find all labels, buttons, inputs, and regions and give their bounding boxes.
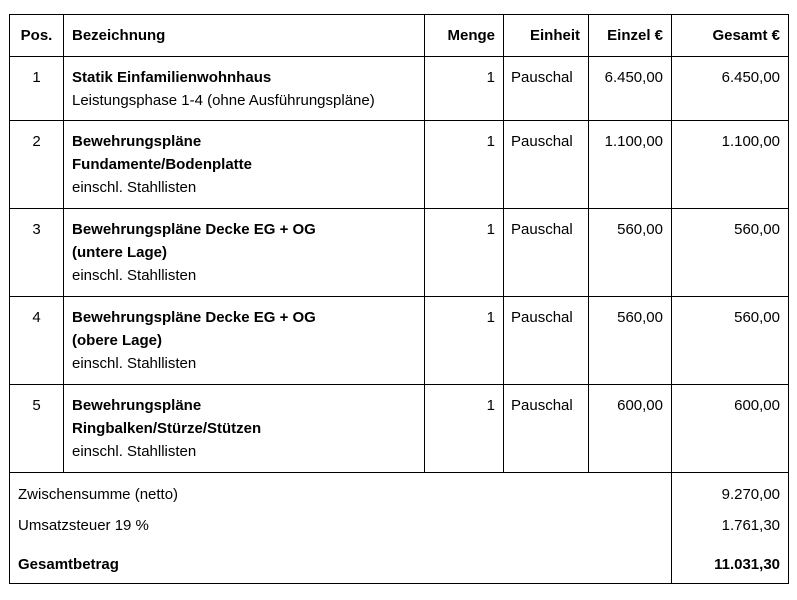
cell-unit: Pauschal <box>504 121 589 209</box>
header-pos: Pos. <box>10 15 64 57</box>
vat-row <box>10 506 789 537</box>
table-row <box>10 385 789 473</box>
cell-total: 1.100,00 <box>672 121 789 209</box>
cell-quantity: 1 <box>425 209 504 297</box>
item-title-line2: (untere Lage) <box>72 244 168 261</box>
cell-unit-price: 560,00 <box>589 297 672 385</box>
header-total: Gesamt € <box>672 15 789 57</box>
grand-total-label: Gesamtbetrag <box>10 537 672 584</box>
item-detail: einschl. Stahllisten <box>72 443 197 460</box>
table-row <box>10 57 789 121</box>
table-row <box>10 121 789 209</box>
cell-description <box>64 57 425 121</box>
vat-value: 1.761,30 <box>672 506 789 537</box>
cell-total: 600,00 <box>672 385 789 473</box>
item-detail: einschl. Stahllisten <box>72 179 197 196</box>
item-title: Bewehrungspläne <box>72 133 202 150</box>
cell-description <box>64 297 425 385</box>
cell-pos: 5 <box>10 385 64 473</box>
table-row <box>10 297 789 385</box>
cell-total: 560,00 <box>672 297 789 385</box>
item-title-line2: (obere Lage) <box>72 332 163 349</box>
cell-quantity: 1 <box>425 121 504 209</box>
subtotal-value: 9.270,00 <box>672 473 789 507</box>
cell-pos: 3 <box>10 209 64 297</box>
item-title: Bewehrungspläne Decke EG + OG <box>72 309 316 326</box>
cell-description <box>64 209 425 297</box>
cell-unit: Pauschal <box>504 57 589 121</box>
cell-pos: 2 <box>10 121 64 209</box>
cell-quantity: 1 <box>425 297 504 385</box>
cell-pos: 4 <box>10 297 64 385</box>
vat-label: Umsatzsteuer 19 % <box>10 506 672 537</box>
cell-total: 6.450,00 <box>672 57 789 121</box>
item-title: Bewehrungspläne <box>72 397 202 414</box>
table-header <box>10 15 789 57</box>
cell-unit: Pauschal <box>504 385 589 473</box>
item-detail: einschl. Stahllisten <box>72 267 197 284</box>
header-quantity: Menge <box>425 15 504 57</box>
header-unit-price: Einzel € <box>589 15 672 57</box>
item-title: Bewehrungspläne Decke EG + OG <box>72 221 316 238</box>
item-title: Statik Einfamilienwohnhaus <box>72 69 272 86</box>
cell-description <box>64 121 425 209</box>
cell-unit-price: 600,00 <box>589 385 672 473</box>
header-unit: Einheit <box>504 15 589 57</box>
cell-description <box>64 385 425 473</box>
header-description: Bezeichnung <box>64 15 425 57</box>
cell-unit: Pauschal <box>504 297 589 385</box>
cell-unit-price: 6.450,00 <box>589 57 672 121</box>
table-body <box>10 57 789 473</box>
header-row <box>10 15 789 57</box>
grand-total-value: 11.031,30 <box>672 537 789 584</box>
subtotal-row <box>10 473 789 507</box>
item-detail: einschl. Stahllisten <box>72 355 197 372</box>
item-detail: Leistungsphase 1-4 (ohne Ausführungspläne) <box>72 92 375 109</box>
grand-total-row <box>10 537 789 584</box>
cell-quantity: 1 <box>425 385 504 473</box>
cell-unit-price: 560,00 <box>589 209 672 297</box>
cell-quantity: 1 <box>425 57 504 121</box>
subtotal-label: Zwischensumme (netto) <box>10 473 672 507</box>
invoice-table <box>9 14 789 584</box>
cell-pos: 1 <box>10 57 64 121</box>
table-summary <box>10 473 789 584</box>
cell-unit: Pauschal <box>504 209 589 297</box>
item-title-line2: Fundamente/Bodenplatte <box>72 156 253 173</box>
table-row <box>10 209 789 297</box>
cell-total: 560,00 <box>672 209 789 297</box>
item-title-line2: Ringbalken/Stürze/Stützen <box>72 420 262 437</box>
cell-unit-price: 1.100,00 <box>589 121 672 209</box>
